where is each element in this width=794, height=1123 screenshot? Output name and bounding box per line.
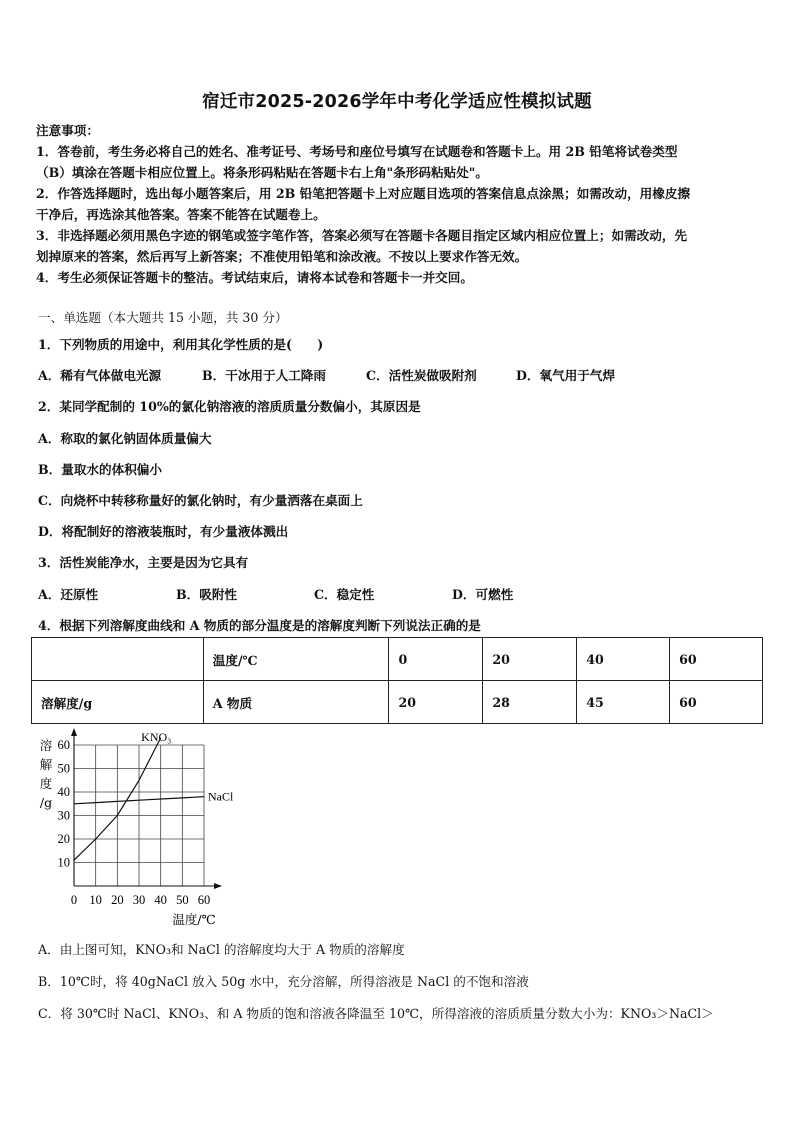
y-axis-label [40,738,53,810]
x-tick-label: 0 [70,893,78,907]
q4-option-b: B．10℃时，将 40gNaCl 放入 50g 水中，充分溶解，所得溶液是 NaCl 的不饱和溶液 [38,974,529,989]
table-row [32,681,763,724]
x-tick-label: 30 [132,893,146,907]
table-cell: A 物质 [203,681,389,724]
y-tick-label: 60 [57,738,70,752]
y-tick-label: 10 [57,855,70,870]
q2-option-c: C．向烧杯中转移称量好的氯化钠时，有少量洒落在桌面上 [38,493,363,508]
q3-option-d: D．可燃性 [452,587,514,602]
notice-line: （B）填涂在答题卡相应位置上。将条形码粘贴在答题卡右上角"条形码粘贴处"。 [36,165,488,180]
notice-line: 3．非选择题必须用黑色字迹的钢笔或签字笔作答，答案必须写在答题卡各题目指定区域内相应位置上；如需改动，先 [36,228,688,243]
y-axis-label-char: 解 [39,757,53,772]
table-cell: 60 [670,681,763,724]
table-cell: 温度/℃ [203,638,389,681]
x-tick-label: 40 [154,893,167,907]
chart-axes [71,728,222,889]
y-axis-arrow [71,728,77,736]
table-cell: 40 [577,638,670,681]
notice-heading: 注意事项： [36,123,99,138]
x-tick-label: 50 [176,893,189,907]
table-cell: 20 [389,681,483,724]
x-tick-labels [71,893,210,907]
solubility-chart [30,725,260,930]
q4-stem: 4．根据下列溶解度曲线和 A 物质的部分温度是的溶解度判断下列说法正确的是 [38,618,481,633]
table-cell: 28 [483,681,577,724]
y-axis-label-char: 溶 [39,738,53,753]
y-axis-label-char: /g [39,795,53,810]
x-tick-label: 10 [89,893,102,907]
q4-option-a: A．由上图可知，KNO₃和 NaCl 的溶解度均大于 A 物质的溶解度 [38,942,405,957]
x-tick-label: 20 [111,893,124,907]
q3-option-a: A．还原性 [38,587,99,602]
page-title: 宿迁市2025-2026学年中考化学适应性模拟试题 [202,92,592,112]
y-tick-labels [58,738,71,870]
x-axis-arrow [214,883,222,889]
notice-line: 1．答卷前，考生务必将自己的姓名、准考证号、考场号和座位号填写在试题卷和答题卡上。用 2B 铅笔将试卷类型 [36,144,678,159]
y-tick-label: 30 [57,808,70,823]
table-cell [32,638,204,681]
section-heading: 一、单选题（本大题共 15 小题，共 30 分） [38,310,288,325]
q3-stem: 3．活性炭能净水，主要是因为它具有 [38,555,249,570]
table-cell: 20 [483,638,577,681]
notice-line: 干净后，再选涂其他答案。答案不能答在试题卷上。 [36,207,326,222]
notice-line: 划掉原来的答案，然后再写上新答案；不准使用铅笔和涂改液。不按以上要求作答无效。 [36,249,528,264]
y-tick-label: 40 [57,785,70,799]
y-axis-label-char: 度 [39,776,53,791]
q1-option-c: C．活性炭做吸附剂 [366,368,477,383]
table-row [32,638,763,681]
q4-option-c: C．将 30℃时 NaCl、KNO₃、和 A 物质的饱和溶液各降温至 10℃，所得溶液的溶质质量分数大小为：KNO₃＞NaCl＞ [38,1006,714,1021]
q1-option-b: B．干冰用于人工降雨 [202,368,326,383]
x-tick-label: 60 [197,893,211,907]
q2-option-a: A．称取的氯化钠固体质量偏大 [38,431,212,446]
q2-stem: 2．某同学配制的 10%的氯化钠溶液的溶质质量分数偏小，其原因是 [38,399,421,414]
table-cell: 45 [577,681,670,724]
solubility-table [31,637,763,724]
notice-line: 4．考生必须保证答题卡的整洁。考试结束后，请将本试卷和答题卡一并交回。 [36,270,473,285]
notice-line: 2．作答选择题时，选出每小题答案后，用 2B 铅笔把答题卡上对应题目选项的答案信息点涂黑；如需改动，用橡皮擦 [36,186,691,201]
series-label: NaCl [208,789,234,804]
q1-stem: 1．下列物质的用途中，利用其化学性质的是( ) [38,337,324,352]
q3-option-c: C．稳定性 [314,587,375,602]
q1-option-a: A．稀有气体做电光源 [38,368,162,383]
chart-grid [74,745,204,886]
q3-option-b: B．吸附性 [176,587,238,602]
table-cell: 溶解度/g [32,681,204,724]
y-tick-label: 50 [57,761,70,776]
chart-series [74,730,234,860]
series-label: KNO₃ [141,730,172,744]
table-cell: 0 [389,638,483,681]
q2-option-b: B．量取水的体积偏小 [38,462,162,477]
q1-option-d: D．氧气用于气焊 [516,368,616,383]
q2-option-d: D．将配制好的溶液装瓶时，有少量液体溅出 [38,524,289,539]
y-tick-label: 20 [57,832,70,846]
x-axis-label: 温度/℃ [172,912,216,927]
table-cell: 60 [670,638,763,681]
